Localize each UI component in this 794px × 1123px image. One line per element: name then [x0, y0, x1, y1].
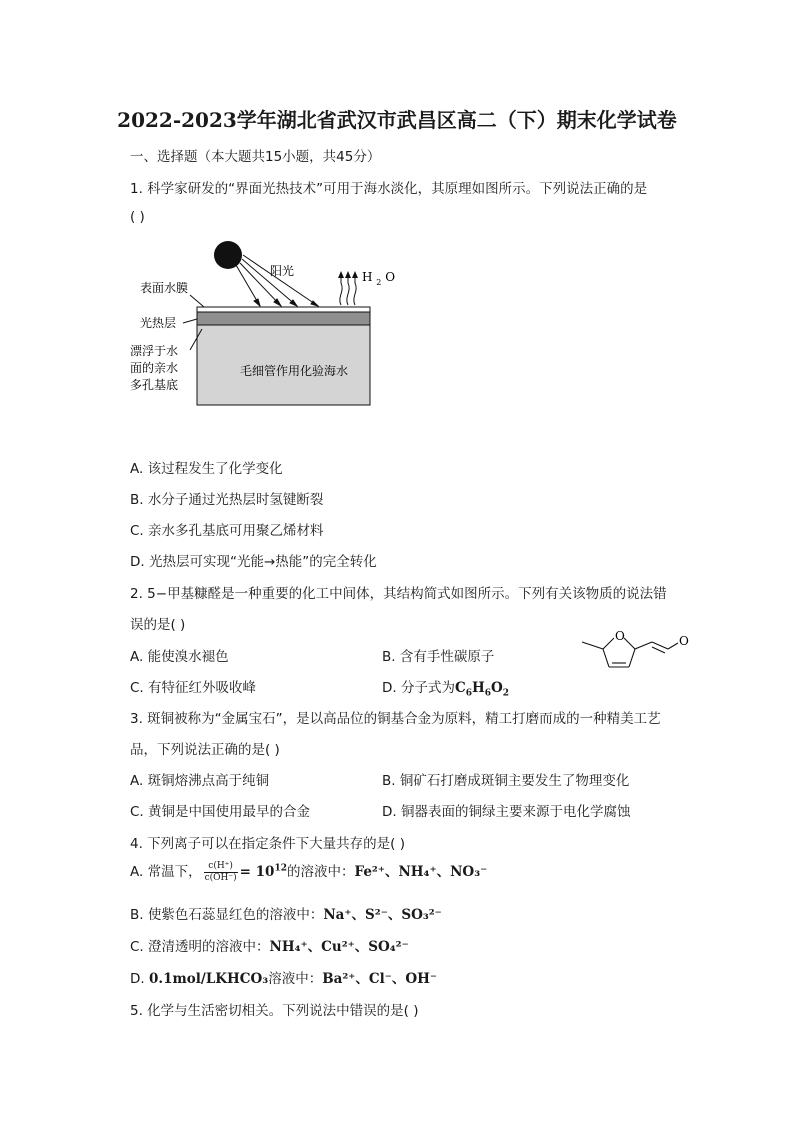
q3-stem: 3. 斑铜被称为“金属宝石”，是以高品位的铜基合金为原料，精工打磨而成的一种精美工艺 [130, 711, 661, 727]
q4-option-b[interactable]: B. 使紫色石蕊显红色的溶液中：Na⁺、S²⁻、SO₃²⁻ [130, 907, 442, 923]
h2o-label: H $_2$ O [362, 270, 396, 287]
q3-option-b[interactable]: B. 铜矿石打磨成斑铜主要发生了物理变化 [382, 773, 630, 789]
surface-film-label: 表面水膜 [140, 281, 189, 295]
q1-option-a[interactable]: A. 该过程发生了化学变化 [130, 461, 283, 477]
q2-option-d[interactable]: D. 分子式为$C_6H_6O_2$ [382, 680, 510, 699]
q3-option-c[interactable]: C. 黄铜是中国使用最早的合金 [130, 804, 311, 820]
exam-title: 2022-2023学年湖北省武汉市武昌区高二（下）期末化学试卷 [117, 108, 677, 132]
q1-option-c[interactable]: C. 亲水多孔基底可用聚乙烯材料 [130, 523, 324, 539]
q2-option-b[interactable]: B. 含有手性碳原子 [382, 649, 495, 665]
q2-structure [578, 614, 698, 674]
aldehyde-oxygen-label: O [679, 634, 689, 648]
sunlight-label: 阳光 [270, 264, 295, 278]
section-heading: 一、选择题（本大题共15小题，共45分） [130, 149, 381, 165]
q1-option-b[interactable]: B. 水分子通过光热层时氢键断裂 [130, 492, 324, 508]
q1-figure [110, 235, 410, 410]
sunlight-rays [236, 255, 318, 306]
substrate-label-3: 多孔基底 [130, 378, 179, 392]
q3-option-a[interactable]: A. 斑铜熔沸点高于纯铜 [130, 773, 270, 789]
q1-stem: 1. 科学家研发的“界面光热技术”可用于海水淡化，其原理如图所示。下列说法正确的是 [130, 181, 648, 197]
q1-option-d[interactable]: D. 光热层可实现“光能→热能”的完全转化 [130, 554, 377, 570]
q2-option-c[interactable]: C. 有特征红外吸收峰 [130, 680, 257, 696]
photothermal-layer [197, 312, 370, 325]
substrate-label-2: 面的亲水 [130, 361, 179, 375]
q1-stem-bracket: ( ) [130, 209, 145, 225]
q4-a-fraction: $\frac{c(H^+)}{c(OH^-)}$ [204, 860, 237, 883]
photothermal-label: 光热层 [140, 316, 177, 330]
q4-option-d[interactable]: D. 0.1mol/LKHCO₃溶液中：Ba²⁺、Cl⁻、OH⁻ [130, 971, 438, 987]
q4-option-c[interactable]: C. 澄清透明的溶液中：NH₄⁺、Cu²⁺、SO₄²⁻ [130, 939, 409, 955]
q2-stem-line2: 误的是( ) [130, 617, 186, 633]
ring-oxygen-label: O [615, 629, 625, 643]
q2-stem: 2. 5−甲基糠醛是一种重要的化工中间体，其结构简式如图所示。下列有关该物质的说法错 [130, 586, 667, 602]
q4-stem: 4. 下列离子可以在指定条件下大量共存的是( ) [130, 836, 405, 852]
vapor-arrows [340, 274, 356, 305]
q3-stem-line2: 品，下列说法正确的是( ) [130, 742, 280, 758]
capillary-label: 毛细管作用化验海水 [240, 364, 349, 378]
q4-option-a[interactable]: A. 常温下， $\frac{c(H^+)}{c(OH^-)}$ = $10^{12}$的溶液中：Fe²⁺、NH₄⁺、NO₃⁻ [130, 860, 488, 883]
substrate-label-1: 漂浮于水 [130, 344, 179, 358]
surface-water-film [197, 307, 370, 312]
sun-icon [214, 241, 242, 269]
q2-option-a[interactable]: A. 能使溴水褪色 [130, 649, 229, 665]
q5-stem: 5. 化学与生活密切相关。下列说法中错误的是( ) [130, 1003, 419, 1019]
q3-option-d[interactable]: D. 铜器表面的铜绿主要来源于电化学腐蚀 [382, 804, 631, 820]
